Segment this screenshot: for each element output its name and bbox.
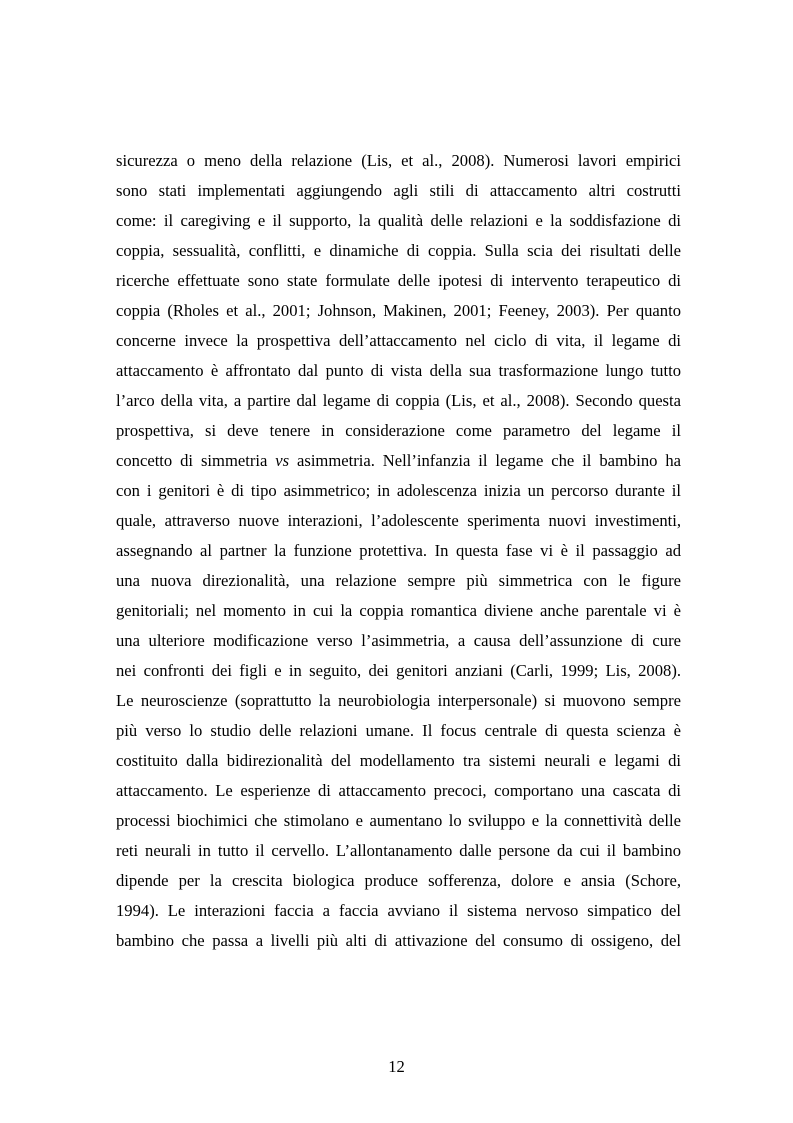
text-line: nei confronti dei figli e in seguito, dei genitori anziani (Carli, 1999; Lis, 2008).: [116, 661, 681, 680]
text-line: più verso lo studio delle relazioni umane. Il focus centrale di questa scienza è: [116, 721, 681, 740]
italic-term: vs: [275, 451, 290, 470]
text-line: costituito dalla bidirezionalità del modellamento tra sistemi neurali e legami di: [116, 751, 681, 770]
text-line: genitoriali; nel momento in cui la coppia romantica diviene anche parentale vi è: [116, 601, 681, 620]
text-line: 1994). Le interazioni faccia a faccia avviano il sistema nervoso simpatico del: [116, 901, 681, 920]
text-line: dipende per la crescita biologica produce sofferenza, dolore e ansia (Schore,: [116, 871, 681, 890]
text-line: prospettiva, si deve tenere in considerazione come parametro del legame il: [116, 421, 681, 440]
text-line: l’arco della vita, a partire dal legame di coppia (Lis, et al., 2008). Secondo questa: [116, 391, 681, 410]
text-line: concerne invece la prospettiva dell’attaccamento nel ciclo di vita, il legame di: [116, 331, 681, 350]
text-line-with-italic: [116, 450, 681, 480]
text-segment: asimmetria. Nell’infanzia il legame che il bambino ha: [289, 451, 681, 470]
text-line: assegnando al partner la funzione protettiva. In questa fase vi è il passaggio ad: [116, 541, 681, 560]
text-segment: concetto di simmetria: [116, 451, 276, 470]
text-line: processi biochimici che stimolano e aumentano lo sviluppo e la connettività delle: [116, 811, 681, 830]
text-line: coppia (Rholes et al., 2001; Johnson, Makinen, 2001; Feeney, 2003). Per quanto: [116, 301, 681, 320]
text-line: una nuova direzionalità, una relazione sempre più simmetrica con le figure: [116, 571, 681, 590]
text-line: attaccamento. Le esperienze di attaccamento precoci, comportano una cascata di: [116, 781, 681, 800]
text-line: sono stati implementati aggiungendo agli stili di attaccamento altri costrutti: [116, 181, 681, 200]
text-line: con i genitori è di tipo asimmetrico; in adolescenza inizia un percorso durante il: [116, 481, 681, 500]
text-line: ricerche effettuate sono state formulate delle ipotesi di intervento terapeutico di: [116, 271, 681, 290]
body-text: [116, 150, 681, 960]
page-number: 12: [388, 1057, 405, 1076]
text-line: Le neuroscienze (soprattutto la neurobiologia interpersonale) si muovono sempre: [116, 691, 681, 710]
text-line: reti neurali in tutto il cervello. L’allontanamento dalle persone da cui il bambino: [116, 841, 681, 860]
text-line: bambino che passa a livelli più alti di attivazione del consumo di ossigeno, del: [116, 931, 681, 950]
text-line: attaccamento è affrontato dal punto di vista della sua trasformazione lungo tutto: [116, 361, 681, 380]
text-line: quale, attraverso nuove interazioni, l’adolescente sperimenta nuovi investimenti,: [116, 511, 681, 530]
text-line: una ulteriore modificazione verso l’asimmetria, a causa dell’assunzione di cure: [116, 631, 681, 650]
text-line: come: il caregiving e il supporto, la qualità delle relazioni e la soddisfazione di: [116, 211, 681, 230]
text-line: coppia, sessualità, conflitti, e dinamiche di coppia. Sulla scia dei risultati delle: [116, 241, 681, 260]
text-line: sicurezza o meno della relazione (Lis, et al., 2008). Numerosi lavori empirici: [116, 151, 681, 170]
